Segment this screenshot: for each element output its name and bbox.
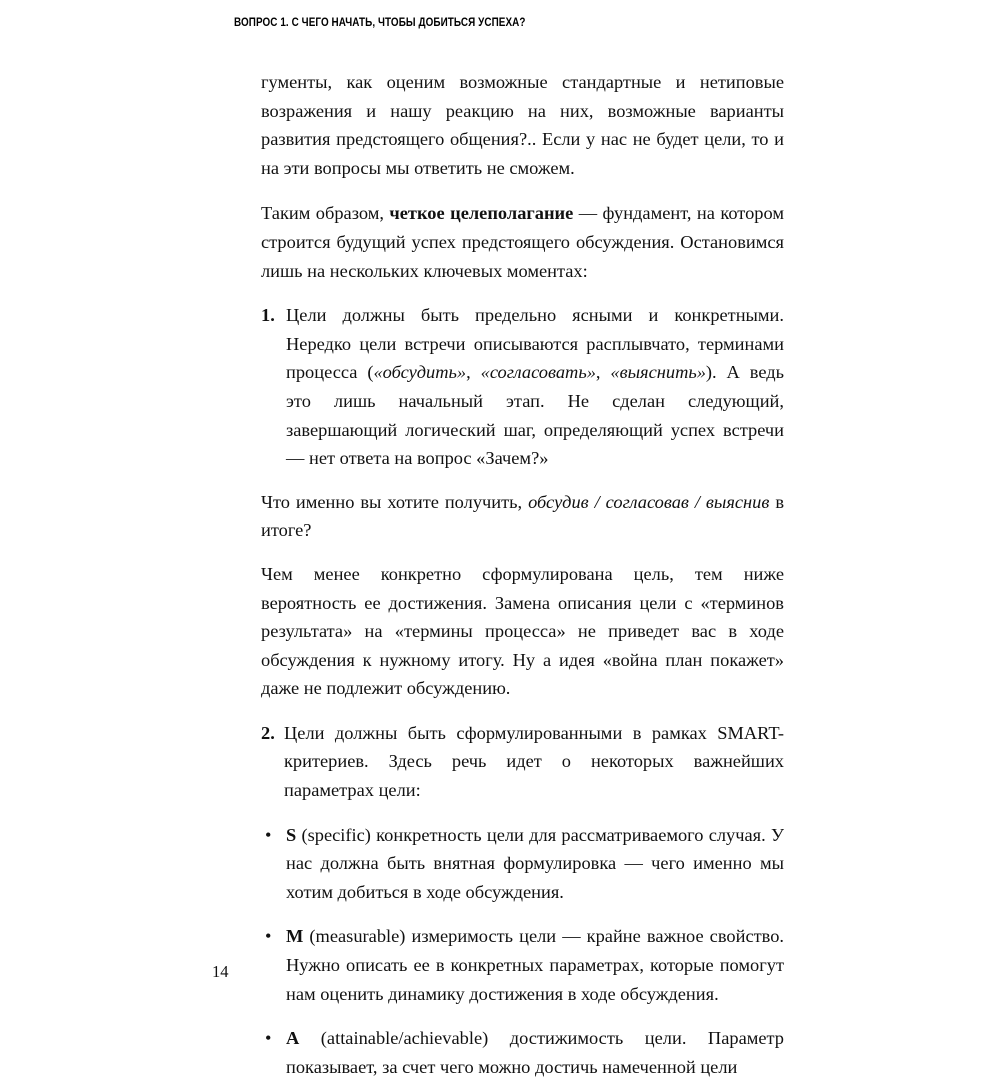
bullet-text-measurable: измеримость цели — крайне важное свойство. Нужно описать ее в конкретных параметрах, которые помогут нам оценить динамику достижения в ходе обсуждения. xyxy=(286,926,784,1004)
list-item-1-seg-1: Цели должны быть предельно ясными и конкретными. Нередко цели встречи описываются расплывчато, терминами процесса ( xyxy=(286,305,784,383)
list-item-1-marker: 1. xyxy=(261,305,275,326)
list-item-2-marker: 2. xyxy=(261,722,275,743)
bullet-item-specific xyxy=(265,821,784,907)
list-item-1-seg-3: , xyxy=(595,362,611,383)
bullet-latin-attainable: (attainable/achievable) xyxy=(299,1028,489,1049)
list-item-2 xyxy=(261,719,784,805)
paragraph-2-tail: — фундамент, на котором строится будущий успех предстоящего обсуждения. Остановимся лишь на нескольких ключевых моментах: xyxy=(261,203,784,281)
numbered-list-first xyxy=(261,301,784,473)
paragraph-2-lead: Таким образом, xyxy=(261,203,390,224)
paragraph-concreteness xyxy=(261,560,784,703)
list-item-1-italic-3: «выяснить» xyxy=(610,362,706,383)
bullet-marker-icon: • xyxy=(265,1028,272,1049)
page-number: 14 xyxy=(212,962,229,981)
list-item-1-italic-1: «обсудить» xyxy=(373,362,467,383)
paragraph-4-text: Чем менее конкретно сформулирована цель, тем ниже вероятность ее достижения. Замена описания цели с «терминов результата» на «термины процесса» не приведет вас в ходе обсуждения к нужному итогу. Ну а идея «война план покажет» даже не подлежит обсуждению. xyxy=(261,563,784,699)
bullet-latin-specific: (specific) xyxy=(296,824,371,845)
running-head xyxy=(234,14,716,32)
bullet-text-specific: конкретность цели для рассматриваемого случая. У нас должна быть внятная формулировка — чего именно мы хотим добиться в ходе обсуждения. xyxy=(286,824,784,902)
list-item-1-seg-4: ). А ведь это лишь начальный этап. Не сделан следующий, завершающий логический шаг, определяющий успех встречи — нет ответа на вопрос «Зачем?» xyxy=(286,362,784,469)
list-item-1-italic-2: «согласовать» xyxy=(480,362,596,383)
text-column xyxy=(261,68,784,1081)
bullet-text-attainable: достижимость цели. Параметр показывает, за счет чего можно достичь намеченной цели xyxy=(286,1028,784,1077)
paragraph-3-italic: обсудив / согласовав / выяснив xyxy=(528,491,770,512)
paragraph-continuation xyxy=(261,68,784,182)
list-item-1-seg-2: , xyxy=(466,362,481,383)
bullet-marker-icon: • xyxy=(265,926,272,947)
paragraph-3-lead: Что именно вы хотите получить, xyxy=(261,491,529,512)
bullet-item-measurable xyxy=(265,922,784,1008)
bullet-letter-m: M xyxy=(286,926,304,947)
running-head-text: ВОПРОС 1. С ЧЕГО НАЧАТЬ, ЧТОБЫ ДОБИТЬСЯ УСПЕХА? xyxy=(234,17,526,29)
list-item-2-text: Цели должны быть сформулированными в рамках SMART-критериев. Здесь речь идет о некоторых важнейших параметрах цели: xyxy=(284,722,784,801)
list-item-1 xyxy=(261,301,784,473)
numbered-list-second xyxy=(261,719,784,805)
emphasis-clear-goal-setting: четкое целеполагание xyxy=(389,203,574,224)
bullet-marker-icon: • xyxy=(265,824,272,845)
bullet-item-attainable xyxy=(265,1024,784,1081)
paragraph-3-tail: в итоге? xyxy=(261,491,784,541)
smart-criteria-list xyxy=(261,821,784,1081)
paragraph-question xyxy=(261,488,784,545)
paragraph-goal-setting xyxy=(261,199,784,285)
bullet-letter-s: S xyxy=(286,824,297,845)
paragraph-1-text: гументы, как оценим возможные стандартные и нетиповые возражения и нашу реакцию на них, возможные варианты развития предстоящего общения?.. Если у нас не будет цели, то и на эти вопросы мы ответить не сможем. xyxy=(261,72,784,178)
bullet-latin-measurable: (measurable) xyxy=(303,926,406,947)
bullet-letter-a: A xyxy=(286,1028,300,1049)
